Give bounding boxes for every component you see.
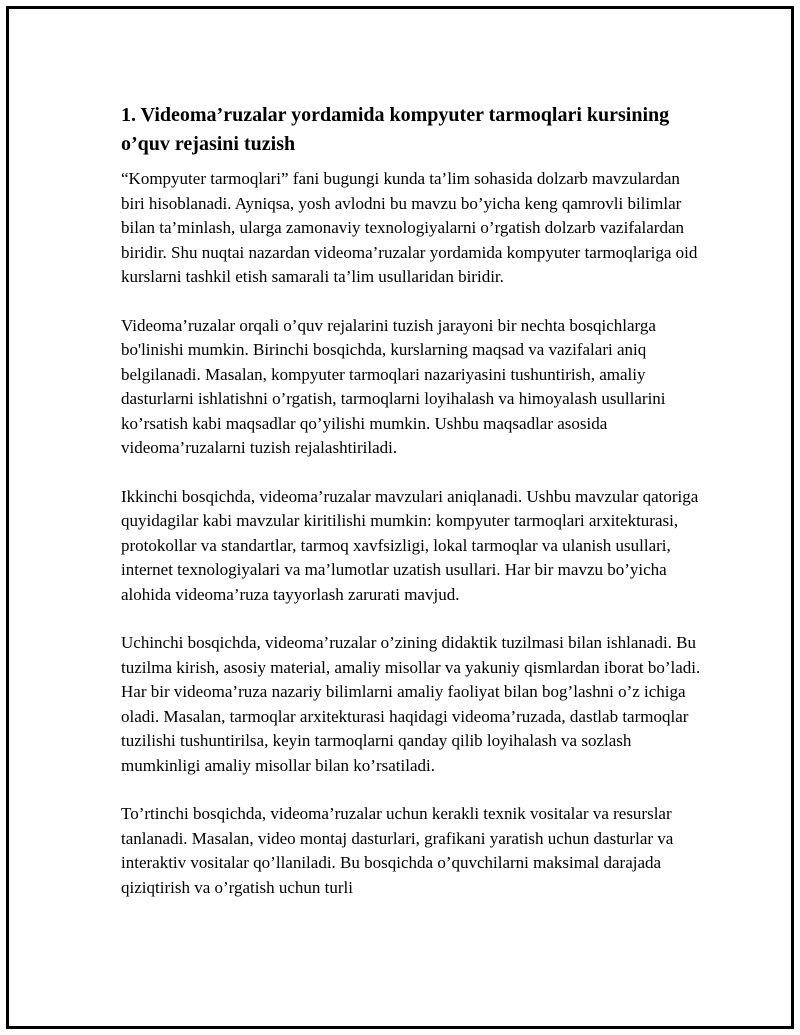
section-heading: 1. Videoma’ruzalar yordamida kompyuter tarmoqlari kursining o’quv rejasini tuzish [121,104,670,155]
paragraph-first-stage: Videoma’ruzalar orqali o’quv rejalarini tuzish jarayoni bir nechta bosqichlarga bo'linishi mumkin. Birinchi bosqichda, kurslarning maqsad va vazifalari aniq belgilanadi. Masalan, kompyuter tarmoqlari nazariyasini tushuntirish, amaliy dasturlarni ishlatishni o’rgatish, tarmoqlarni loyihalash va himoyalash usullarini ko’rsatish kabi maqsadlar qo’yilishi mumkin. Ushbu maqsadlar asosida videoma’ruzalarni tuzish rejalashtiriladi. [121,315,666,457]
document-body [121,101,701,924]
paragraph-intro: “Kompyuter tarmoqlari” fani bugungi kunda ta’lim sohasida dolzarb mavzulardan biri hisoblanadi. Ayniqsa, yosh avlodni bu mavzu bo’yicha keng qamrovli bilimlar bilan ta’minlash, ularga zamonaviy texnologiyalarni o’rgatish dolzarb vazifalardan biridir. Shu nuqtai nazardan videoma’ruzalar yordamida kompyuter tarmoqlariga oid kurslarni tashkil etish samarali ta’lim usullaridan biridir. [121,169,698,286]
page-frame [6,6,794,1029]
paragraph-third-stage: Uchinchi bosqichda, videoma’ruzalar o’zining didaktik tuzilmasi bilan ishlanadi. Bu tuzilma kirish, asosiy material, amaliy misollar va yakuniy qismlardan iborat bo’ladi. Har bir videoma’ruza nazariy bilimlarni amaliy faoliyat bilan bog’lashni o’z ichiga oladi. Masalan, tarmoqlar arxitekturasi haqidagi videoma’ruzada, dastlab tarmoqlar tuzilishi tushuntirilsa, keyin tarmoqlarni qanday qilib loyihalash va sozlash mumkinligi amaliy misollar bilan ko’rsatiladi. [121,633,701,775]
paragraph-fourth-stage: To’rtinchi bosqichda, videoma’ruzalar uchun kerakli texnik vositalar va resurslar tanlanadi. Masalan, video montaj dasturlari, grafikani yaratish uchun dasturlar va interaktiv vositalar qo’llaniladi. Bu bosqichda o’quvchilarni maksimal darajada qiziqtirish va o’rgatish uchun turli [121,804,674,897]
paragraph-second-stage: Ikkinchi bosqichda, videoma’ruzalar mavzulari aniqlanadi. Ushbu mavzular qatoriga quyidagilar kabi mavzular kiritilishi mumkin: kompyuter tarmoqlari arxitekturasi, protokollar va standartlar, tarmoq xavfsizligi, lokal tarmoqlar va ulanish usullari, internet texnologiyalari va ma’lumotlar uzatish usullari. Har bir mavzu bo’yicha alohida videoma’ruza tayyorlash zarurati mavjud. [121,486,699,604]
